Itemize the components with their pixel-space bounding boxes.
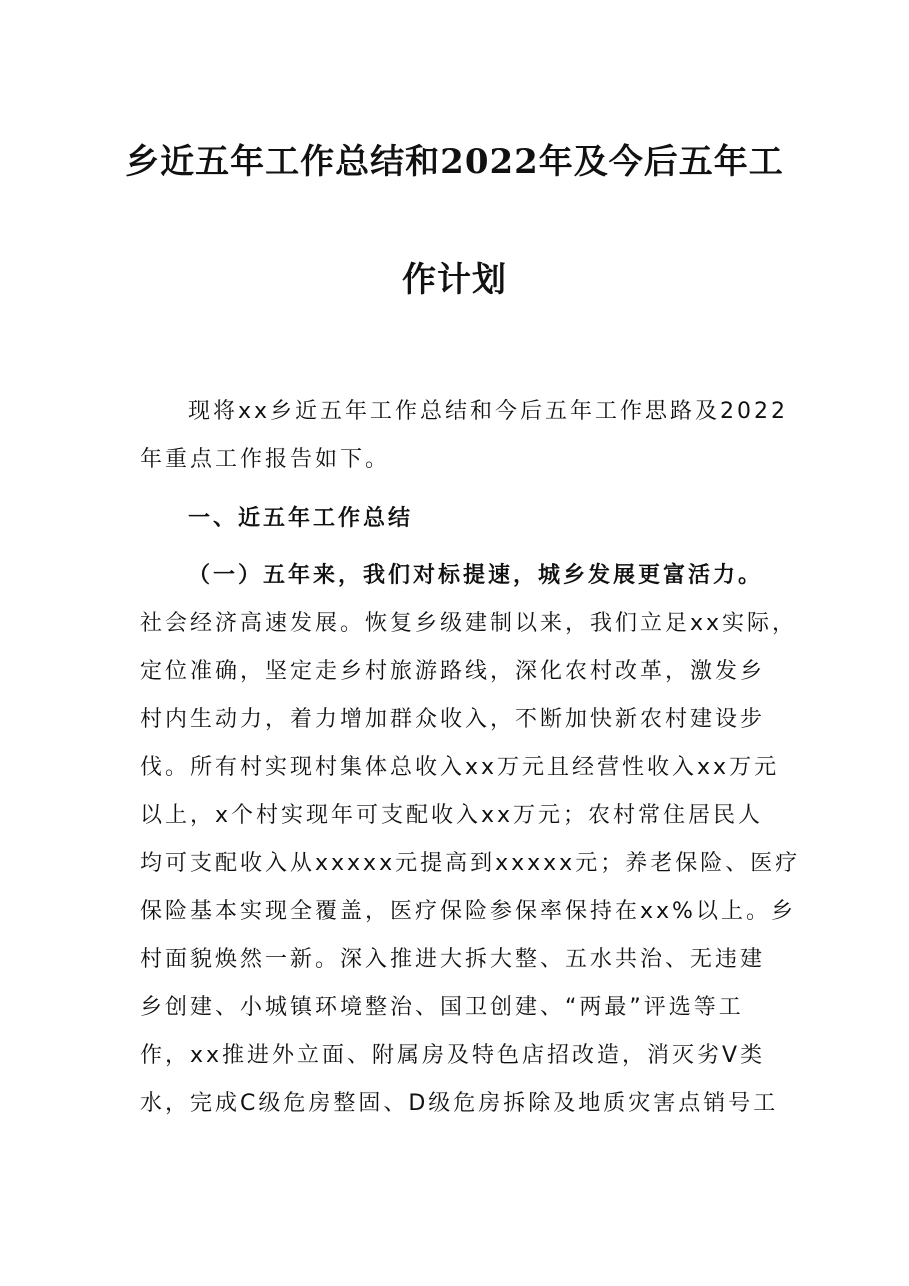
paragraph-line: 乡创建、小城镇环境整治、国卫创建、“两最”评选等工 bbox=[140, 995, 744, 1020]
paragraph-line: 以上，x个村实现年可支配收入xx万元；农村常住居民人 bbox=[140, 803, 764, 828]
paragraph-line: 均可支配收入从xxxxx元提高到xxxxx元；养老保险、医疗 bbox=[140, 851, 801, 876]
subsection-heading-text: （一）五年来，我们对标提速，城乡发展更富活力。 bbox=[188, 563, 764, 588]
section-heading bbox=[140, 495, 780, 543]
intro-paragraph bbox=[140, 388, 789, 484]
intro-line: 现将xx乡近五年工作总结和今后五年工作思路及2022 bbox=[188, 399, 789, 424]
paragraph-line: 伐。所有村实现村集体总收入xx万元且经营性收入xx万元 bbox=[140, 755, 780, 780]
paragraph-line: 村内生动力，着力增加群众收入，不断加快新农村建设步 bbox=[140, 707, 766, 732]
paragraph-line: 定位准确，坚定走乡村旅游路线，深化农村改革，激发乡 bbox=[140, 659, 766, 684]
section-heading-text: 一、近五年工作总结 bbox=[188, 506, 414, 531]
document-title-line-1: 乡近五年工作总结和2022年及今后五年工 bbox=[125, 142, 784, 182]
paragraph-line: 村面貌焕然一新。深入推进大拆大整、五水共治、无违建 bbox=[140, 947, 766, 972]
document-title-line-2: 作计划 bbox=[402, 260, 507, 300]
paragraph-line: 水，完成C级危房整固、D级危房拆除及地质灾害点销号工 bbox=[140, 1091, 779, 1116]
paragraph-line: 社会经济高速发展。恢复乡级建制以来，我们立足xx实际， bbox=[140, 611, 798, 636]
subsection-heading bbox=[140, 552, 780, 600]
paragraph-line: 作，xx推进外立面、附属房及特色店招改造，消灭劣V类 bbox=[140, 1043, 766, 1068]
paragraph-line: 保险基本实现全覆盖，医疗保险参保率保持在xx%以上。乡 bbox=[140, 899, 796, 924]
intro-line: 年重点工作报告如下。 bbox=[140, 447, 391, 472]
body-paragraph bbox=[140, 600, 801, 1128]
